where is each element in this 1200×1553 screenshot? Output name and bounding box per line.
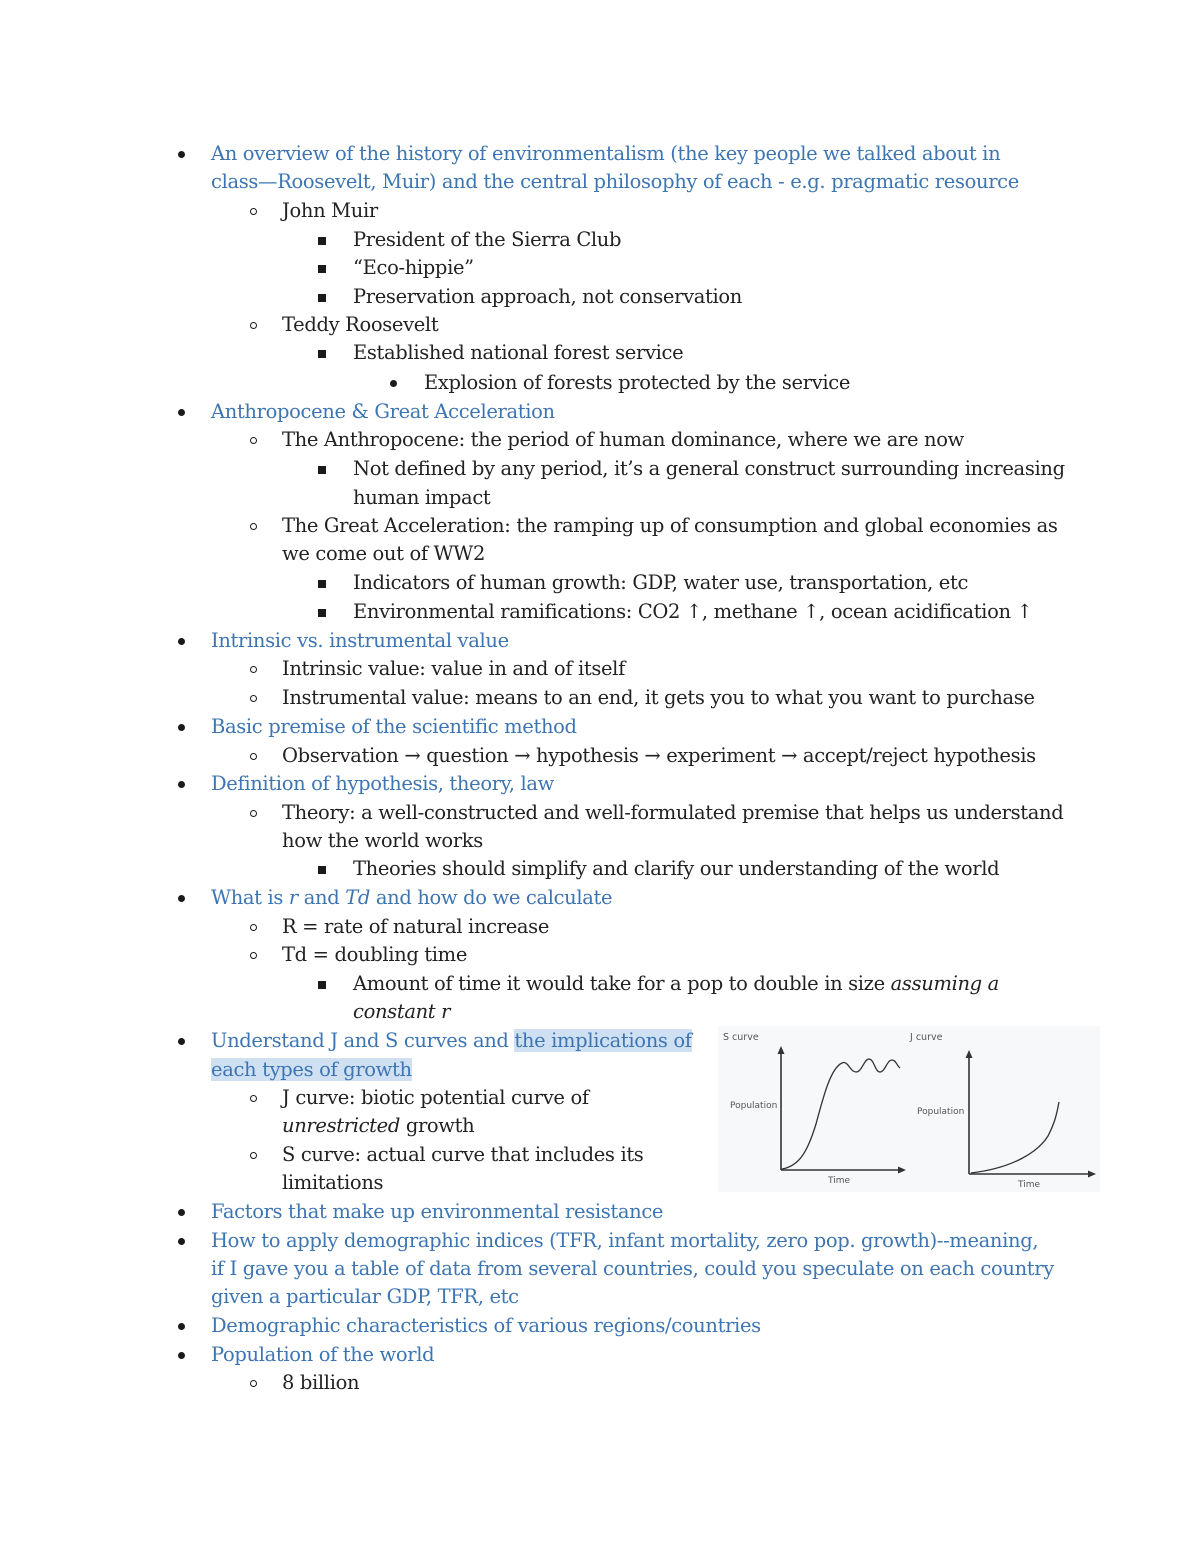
square-bullet-icon (318, 866, 326, 874)
bullet-icon (178, 724, 185, 731)
bullet-icon (390, 380, 397, 387)
item-roosevelt-1: Established national forest service (353, 341, 684, 364)
item-instrumental: Instrumental value: means to an end, it gets you to what you want to purchase (282, 686, 1035, 709)
square-bullet-icon (318, 294, 326, 302)
item-theory-2: how the world works (282, 829, 483, 852)
bullet-icon (178, 895, 185, 902)
bullet-icon (178, 1038, 185, 1045)
sub-bullet-icon (250, 952, 257, 959)
item-s-curve-2: limitations (282, 1171, 384, 1194)
bullet-icon (178, 1323, 185, 1330)
item-muir-2: “Eco-hippie” (353, 256, 474, 279)
item-theory-simplify: Theories should simplify and clarify our understanding of the world (353, 857, 1000, 880)
item-anthropocene-def-1b: human impact (353, 486, 491, 509)
item-j-curve-2: unrestricted growth (282, 1114, 475, 1137)
heading-value: Intrinsic vs. instrumental value (211, 629, 509, 652)
j-curve-title: J curve (910, 1032, 943, 1043)
bullet-icon (178, 409, 185, 416)
s-curve-ylabel: Population (730, 1101, 778, 1111)
heading-demographic-line1: How to apply demographic indices (TFR, infant mortality, zero pop. growth)--meaning, (211, 1229, 1039, 1252)
item-indicators: Indicators of human growth: GDP, water use, transportation, etc (353, 571, 969, 594)
heading-history-line1: An overview of the history of environmentalism (the key people we talked about in (211, 142, 1001, 165)
bullet-icon (178, 638, 185, 645)
heading-demographic-line2: if I gave you a table of data from several countries, could you speculate on each country (211, 1257, 1054, 1280)
item-roosevelt: Teddy Roosevelt (282, 313, 439, 336)
item-intrinsic: Intrinsic value: value in and of itself (282, 657, 625, 680)
square-bullet-icon (318, 466, 326, 474)
heading-definitions: Definition of hypothesis, theory, law (211, 772, 554, 795)
square-bullet-icon (318, 237, 326, 245)
heading-demographic-line3: given a particular GDP, TFR, etc (211, 1285, 519, 1308)
item-anthropocene-def-1a: Not defined by any period, it’s a general construct surrounding increasing (353, 457, 1065, 480)
square-bullet-icon (318, 350, 326, 358)
s-curve-title: S curve (723, 1032, 759, 1043)
bullet-icon (178, 1352, 185, 1359)
bullet-icon (178, 1238, 185, 1245)
item-anthropocene-def: The Anthropocene: the period of human dominance, where we are now (282, 428, 964, 451)
heading-population: Population of the world (211, 1343, 435, 1366)
heading-regions: Demographic characteristics of various regions/countries (211, 1314, 761, 1337)
square-bullet-icon (318, 265, 326, 273)
item-td-def-2: constant r (353, 1000, 451, 1023)
sub-bullet-icon (250, 437, 257, 444)
item-muir-1: President of the Sierra Club (353, 228, 622, 251)
s-curve-xlabel: Time (828, 1176, 851, 1186)
item-muir: John Muir (282, 199, 378, 222)
sub-bullet-icon (250, 208, 257, 215)
heading-anthropocene: Anthropocene & Great Acceleration (211, 400, 555, 423)
heading-rtd: What is r and Td and how do we calculate (211, 886, 613, 909)
item-r: R = rate of natural increase (282, 915, 550, 938)
heading-resistance: Factors that make up environmental resistance (211, 1200, 664, 1223)
item-population: 8 billion (282, 1371, 360, 1394)
item-j-curve-1: J curve: biotic potential curve of (282, 1086, 589, 1109)
item-muir-3: Preservation approach, not conservation (353, 285, 743, 308)
bullet-icon (178, 151, 185, 158)
item-ramifications: Environmental ramifications: CO2 ↑, methane ↑, ocean acidification ↑ (353, 600, 1033, 623)
j-curve-xlabel: Time (1018, 1180, 1041, 1190)
heading-curves-line2: each types of growth (211, 1058, 412, 1081)
heading-history-line2: class—Roosevelt, Muir) and the central philosophy of each - e.g. pragmatic resource (211, 170, 1019, 193)
sub-bullet-icon (250, 753, 257, 760)
sub-bullet-icon (250, 1095, 257, 1102)
sub-bullet-icon (250, 523, 257, 530)
item-s-curve-1: S curve: actual curve that includes its (282, 1143, 644, 1166)
item-roosevelt-1a: Explosion of forests protected by the service (424, 371, 851, 394)
sub-bullet-icon (250, 666, 257, 673)
heading-curves-line1: Understand J and S curves and the implications of (211, 1029, 692, 1052)
bullet-icon (178, 1209, 185, 1216)
sub-bullet-icon (250, 322, 257, 329)
square-bullet-icon (318, 609, 326, 617)
sub-bullet-icon (250, 695, 257, 702)
item-td: Td = doubling time (282, 943, 468, 966)
sub-bullet-icon (250, 1152, 257, 1159)
heading-method: Basic premise of the scientific method (211, 715, 577, 738)
item-great-acceleration-1: The Great Acceleration: the ramping up of consumption and global economies as (282, 514, 1058, 537)
item-theory-1: Theory: a well-constructed and well-formulated premise that helps us understand (282, 801, 1064, 824)
j-curve-ylabel: Population (917, 1107, 965, 1117)
item-td-def-1: Amount of time it would take for a pop to double in size assuming a (353, 972, 999, 995)
sub-bullet-icon (250, 1380, 257, 1387)
square-bullet-icon (318, 580, 326, 588)
growth-curves-figure (718, 1026, 1100, 1192)
sub-bullet-icon (250, 810, 257, 817)
item-great-acceleration-2: we come out of WW2 (282, 542, 486, 565)
bullet-icon (178, 781, 185, 788)
sub-bullet-icon (250, 924, 257, 931)
square-bullet-icon (318, 981, 326, 989)
item-method: Observation → question → hypothesis → experiment → accept/reject hypothesis (282, 744, 1036, 767)
